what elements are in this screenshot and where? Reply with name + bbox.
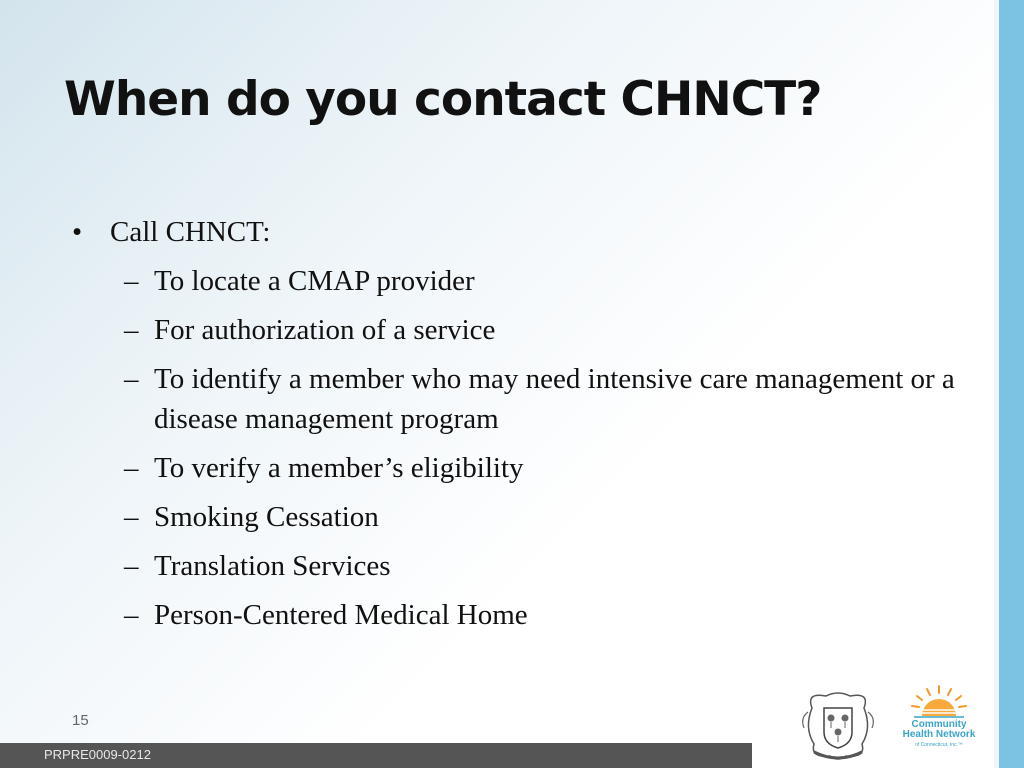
sub-bullet-text: To identify a member who may need intensive care management or a disease management program [154,363,955,435]
sub-bullet-item [72,310,972,350]
state-seal-icon [796,688,880,764]
main-bullet-text: Call CHNCT: [110,216,271,248]
sub-bullet-item [72,595,972,635]
sub-bullet-text: For authorization of a service [154,314,496,346]
main-bullet [72,212,972,252]
footer-bar [0,743,752,768]
dash-mark: – [124,501,139,533]
sub-bullet-text: To locate a CMAP provider [154,265,475,297]
dash-mark: – [124,363,139,395]
chn-logo [900,684,978,764]
dash-mark: – [124,314,139,346]
dash-mark: – [124,452,139,484]
chn-logo-text [900,720,978,740]
sub-bullet-item [72,497,972,537]
chn-line3: of Connecticut, Inc.™ [915,742,963,748]
sub-bullet-text: Person-Centered Medical Home [154,599,528,631]
sub-bullet-text: To verify a member’s eligibility [154,452,524,484]
sub-bullet-item [72,359,972,439]
slide-content [72,212,972,635]
dash-mark: – [124,599,139,631]
footer-code: PRPRE0009-0212 [44,747,151,762]
sub-bullet-list [72,261,972,635]
sub-bullet-item [72,546,972,586]
bullet-mark: • [72,216,83,248]
chn-line2: Health Network [902,729,976,740]
dash-mark: – [124,550,139,582]
slide-title: When do you contact CHNCT? [64,72,822,127]
dash-mark: – [124,265,139,297]
sub-bullet-item [72,261,972,301]
sub-bullet-text: Smoking Cessation [154,501,379,533]
slide-number: 15 [72,712,89,729]
sub-bullet-item [72,448,972,488]
sun-logo-icon [900,684,978,718]
sub-bullet-text: Translation Services [154,550,391,582]
chn-line1: Community [911,719,967,730]
right-accent-bar [999,0,1024,768]
